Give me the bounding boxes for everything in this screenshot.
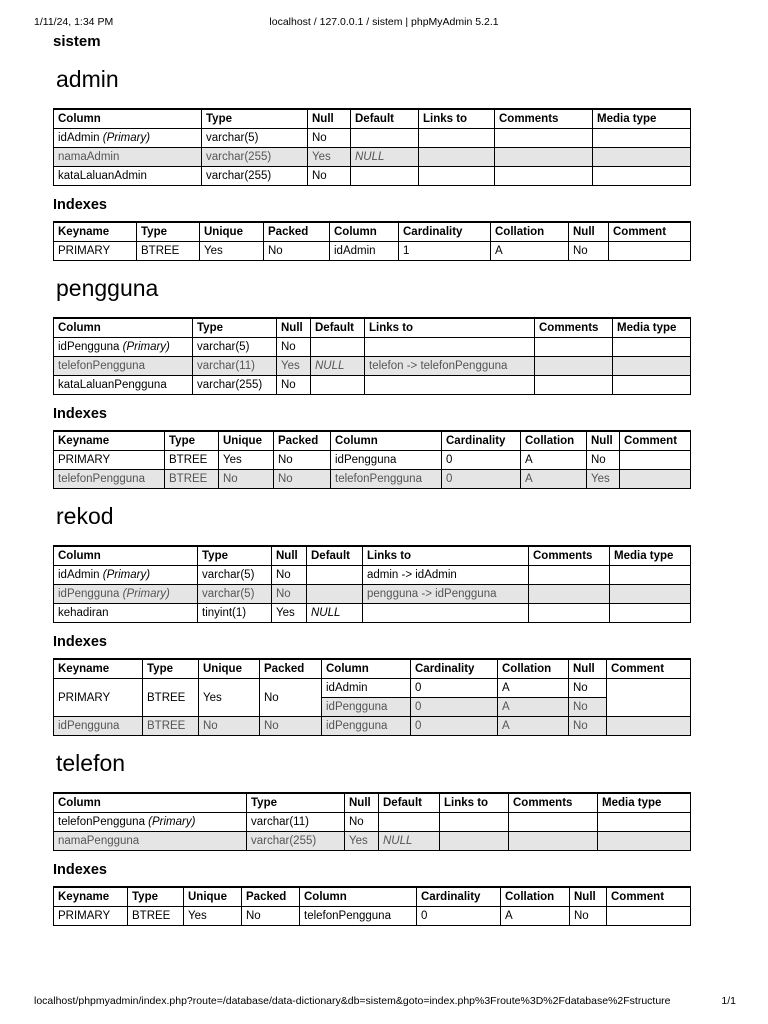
index-type: BTREE	[128, 907, 184, 926]
column-name-cell	[54, 167, 202, 186]
column-null: No	[345, 813, 379, 832]
column-header: Default	[311, 318, 365, 338]
indexes-table-body	[54, 907, 691, 926]
column-name-cell	[54, 604, 198, 623]
index-header: Comment	[609, 222, 691, 242]
column-null: Yes	[308, 148, 351, 167]
column-type: varchar(5)	[198, 566, 272, 585]
indexes-table-head	[54, 887, 691, 907]
column-comments	[509, 832, 598, 851]
column-default	[311, 338, 365, 357]
indexes-heading: Indexes	[53, 197, 107, 213]
column-comments	[529, 585, 610, 604]
column-media-type	[598, 832, 691, 851]
column-name: kehadiran	[58, 607, 109, 619]
index-unique: No	[219, 470, 274, 489]
column-links-to	[440, 832, 509, 851]
column-links-to	[419, 148, 495, 167]
database-title: sistem	[53, 33, 101, 50]
column-media-type	[593, 129, 691, 148]
index-keyname: telefonPengguna	[54, 470, 165, 489]
column-row	[54, 167, 691, 186]
column-name: idAdmin	[58, 132, 100, 144]
column-type: varchar(255)	[247, 832, 345, 851]
column-media-type	[613, 376, 691, 395]
indexes-table-body	[54, 451, 691, 489]
primary-tag: (Primary)	[122, 341, 170, 353]
column-default	[311, 376, 365, 395]
column-name-cell	[54, 566, 198, 585]
indexes-table	[53, 430, 691, 489]
column-default	[351, 167, 419, 186]
index-header: Cardinality	[442, 431, 521, 451]
column-row	[54, 566, 691, 585]
index-header: Unique	[200, 222, 264, 242]
primary-tag: (Primary)	[148, 816, 196, 828]
column-media-type	[613, 357, 691, 376]
column-header: Links to	[365, 318, 535, 338]
columns-table-head	[54, 546, 691, 566]
column-name-cell	[54, 148, 202, 167]
index-column: idPengguna	[322, 698, 411, 717]
column-comments	[495, 167, 593, 186]
index-type: BTREE	[143, 679, 199, 717]
column-default: NULL	[351, 148, 419, 167]
index-comment	[609, 242, 691, 261]
index-header: Type	[137, 222, 200, 242]
primary-tag: (Primary)	[102, 569, 151, 581]
column-type: varchar(11)	[193, 357, 277, 376]
index-unique: Yes	[184, 907, 242, 926]
column-media-type	[610, 604, 691, 623]
index-collation: A	[498, 698, 569, 717]
index-header: Type	[143, 659, 199, 679]
index-header: Comment	[620, 431, 691, 451]
columns-table-body	[54, 813, 691, 851]
column-header: Type	[247, 793, 345, 813]
columns-table	[53, 317, 691, 395]
columns-table-body	[54, 129, 691, 186]
index-header: Type	[165, 431, 219, 451]
index-null: Yes	[587, 470, 620, 489]
column-header: Links to	[419, 109, 495, 129]
index-header: Packed	[264, 222, 330, 242]
index-collation: A	[498, 717, 569, 736]
index-cardinality: 0	[411, 679, 498, 698]
index-header: Packed	[274, 431, 331, 451]
column-name: telefonPengguna	[58, 360, 145, 372]
column-links-to	[419, 167, 495, 186]
column-header: Column	[54, 318, 193, 338]
index-cardinality: 0	[411, 698, 498, 717]
index-unique: No	[199, 717, 260, 736]
column-type: tinyint(1)	[198, 604, 272, 623]
header-row	[54, 793, 691, 813]
column-name: idPengguna	[58, 341, 120, 353]
column-name: idAdmin	[58, 569, 100, 581]
indexes-heading: Indexes	[53, 406, 107, 422]
index-cardinality: 0	[442, 451, 521, 470]
column-comments	[495, 129, 593, 148]
index-header: Cardinality	[399, 222, 491, 242]
index-column: idPengguna	[322, 717, 411, 736]
index-packed: No	[242, 907, 300, 926]
index-column: idAdmin	[322, 679, 411, 698]
index-header: Null	[570, 887, 607, 907]
column-comments	[529, 604, 610, 623]
index-header: Unique	[199, 659, 260, 679]
columns-table	[53, 545, 691, 623]
column-links-to	[419, 129, 495, 148]
column-null: No	[308, 129, 351, 148]
index-unique: Yes	[199, 679, 260, 717]
print-header	[0, 16, 768, 30]
index-collation: A	[491, 242, 569, 261]
column-row	[54, 148, 691, 167]
column-type: varchar(255)	[202, 167, 308, 186]
column-header: Default	[307, 546, 363, 566]
columns-table	[53, 792, 691, 851]
column-header: Null	[272, 546, 307, 566]
column-media-type	[613, 338, 691, 357]
column-type: varchar(5)	[198, 585, 272, 604]
column-row	[54, 832, 691, 851]
column-name: namaPengguna	[58, 835, 140, 847]
column-links-to: telefon -> telefonPengguna	[365, 357, 535, 376]
indexes-table	[53, 658, 691, 736]
column-name: telefonPengguna	[58, 816, 145, 828]
print-date: 1/11/24, 1:34 PM	[34, 16, 114, 28]
indexes-heading: Indexes	[53, 862, 107, 878]
index-unique: Yes	[219, 451, 274, 470]
index-comment	[607, 907, 691, 926]
index-header: Unique	[184, 887, 242, 907]
print-footer-url: localhost/phpmyadmin/index.php?route=/database/data-dictionary&db=sistem&goto=index.php%3Froute%3D%2Fdatabase%2Fstructure	[34, 995, 671, 1007]
header-row	[54, 887, 691, 907]
index-header: Type	[128, 887, 184, 907]
column-null: Yes	[345, 832, 379, 851]
index-cardinality: 0	[417, 907, 501, 926]
column-row	[54, 376, 691, 395]
header-row	[54, 659, 691, 679]
index-header: Packed	[260, 659, 322, 679]
column-row	[54, 338, 691, 357]
index-header: Null	[587, 431, 620, 451]
column-null: No	[272, 566, 307, 585]
index-type: BTREE	[143, 717, 199, 736]
column-media-type	[610, 566, 691, 585]
index-header: Collation	[521, 431, 587, 451]
index-column: telefonPengguna	[331, 470, 442, 489]
column-header: Links to	[363, 546, 529, 566]
header-row	[54, 109, 691, 129]
index-comment	[607, 717, 691, 736]
column-media-type	[593, 167, 691, 186]
indexes-table-head	[54, 222, 691, 242]
column-name-cell	[54, 338, 193, 357]
index-header: Keyname	[54, 222, 137, 242]
column-header: Media type	[613, 318, 691, 338]
column-default: NULL	[311, 357, 365, 376]
index-row	[54, 717, 691, 736]
index-header: Null	[569, 659, 607, 679]
column-links-to	[365, 376, 535, 395]
column-media-type	[610, 585, 691, 604]
index-row	[54, 470, 691, 489]
index-null: No	[570, 907, 607, 926]
column-comments	[535, 357, 613, 376]
index-header: Packed	[242, 887, 300, 907]
index-packed: No	[274, 451, 331, 470]
index-header: Column	[331, 431, 442, 451]
column-header: Type	[198, 546, 272, 566]
column-type: varchar(11)	[247, 813, 345, 832]
column-header: Default	[379, 793, 440, 813]
column-name-cell	[54, 832, 247, 851]
column-links-to	[365, 338, 535, 357]
index-cardinality: 1	[399, 242, 491, 261]
print-page-title: localhost / 127.0.0.1 / sistem | phpMyAdmin 5.2.1	[269, 16, 499, 28]
index-header: Keyname	[54, 887, 128, 907]
index-header: Collation	[491, 222, 569, 242]
column-row	[54, 813, 691, 832]
column-header: Links to	[440, 793, 509, 813]
index-cardinality: 0	[411, 717, 498, 736]
column-default	[379, 813, 440, 832]
index-unique: Yes	[200, 242, 264, 261]
column-null: No	[272, 585, 307, 604]
indexes-heading: Indexes	[53, 634, 107, 650]
indexes-table	[53, 221, 691, 261]
column-header: Null	[277, 318, 311, 338]
column-default	[351, 129, 419, 148]
index-packed: No	[274, 470, 331, 489]
column-header: Comments	[535, 318, 613, 338]
column-default	[307, 585, 363, 604]
index-row	[54, 907, 691, 926]
column-header: Media type	[610, 546, 691, 566]
column-default: NULL	[307, 604, 363, 623]
index-collation: A	[521, 451, 587, 470]
index-null: No	[569, 717, 607, 736]
index-keyname: PRIMARY	[54, 451, 165, 470]
column-default	[307, 566, 363, 585]
column-header: Default	[351, 109, 419, 129]
index-header: Column	[330, 222, 399, 242]
column-comments	[535, 376, 613, 395]
column-comments	[509, 813, 598, 832]
table-name: rekod	[56, 503, 114, 529]
column-name-cell	[54, 129, 202, 148]
index-collation: A	[521, 470, 587, 489]
column-name: kataLaluanAdmin	[58, 170, 147, 182]
column-null: No	[308, 167, 351, 186]
index-column: idPengguna	[331, 451, 442, 470]
column-null: No	[277, 376, 311, 395]
primary-tag: (Primary)	[102, 132, 151, 144]
index-packed: No	[260, 679, 322, 717]
index-header: Column	[300, 887, 417, 907]
column-links-to	[440, 813, 509, 832]
column-header: Column	[54, 546, 198, 566]
column-null: Yes	[277, 357, 311, 376]
columns-table-head	[54, 318, 691, 338]
column-header: Media type	[593, 109, 691, 129]
column-type: varchar(255)	[193, 376, 277, 395]
column-name-cell	[54, 813, 247, 832]
index-header: Unique	[219, 431, 274, 451]
column-comments	[529, 566, 610, 585]
column-links-to	[363, 604, 529, 623]
column-links-to: admin -> idAdmin	[363, 566, 529, 585]
index-header: Comment	[607, 659, 691, 679]
index-null: No	[587, 451, 620, 470]
column-header: Type	[202, 109, 308, 129]
primary-tag: (Primary)	[122, 588, 170, 600]
index-header: Null	[569, 222, 609, 242]
column-type: varchar(5)	[202, 129, 308, 148]
column-name: namaAdmin	[58, 151, 120, 163]
tables-container	[53, 65, 691, 926]
index-keyname: PRIMARY	[54, 242, 137, 261]
index-collation: A	[501, 907, 570, 926]
print-page-number: 1/1	[721, 995, 736, 1007]
header-row	[54, 431, 691, 451]
index-type: BTREE	[165, 470, 219, 489]
index-null: No	[569, 679, 607, 698]
indexes-table-head	[54, 659, 691, 679]
column-type: varchar(255)	[202, 148, 308, 167]
index-header: Collation	[501, 887, 570, 907]
index-header: Comment	[607, 887, 691, 907]
table-name: pengguna	[56, 275, 159, 301]
index-header: Keyname	[54, 659, 143, 679]
column-comments	[535, 338, 613, 357]
index-header: Cardinality	[411, 659, 498, 679]
index-header: Cardinality	[417, 887, 501, 907]
column-null: No	[277, 338, 311, 357]
index-row	[54, 242, 691, 261]
column-type: varchar(5)	[193, 338, 277, 357]
table-name: admin	[56, 66, 119, 92]
index-header: Column	[322, 659, 411, 679]
column-header: Comments	[529, 546, 610, 566]
index-header: Collation	[498, 659, 569, 679]
column-links-to: pengguna -> idPengguna	[363, 585, 529, 604]
columns-table-head	[54, 793, 691, 813]
header-row	[54, 546, 691, 566]
indexes-table-head	[54, 431, 691, 451]
index-collation: A	[498, 679, 569, 698]
index-comment	[620, 470, 691, 489]
index-column: idAdmin	[330, 242, 399, 261]
column-header: Null	[308, 109, 351, 129]
columns-table-body	[54, 338, 691, 395]
column-media-type	[593, 148, 691, 167]
indexes-table	[53, 886, 691, 926]
columns-table-body	[54, 566, 691, 623]
column-name: kataLaluanPengguna	[58, 379, 167, 391]
header-row	[54, 222, 691, 242]
index-null: No	[569, 698, 607, 717]
indexes-table-body	[54, 679, 691, 736]
column-header: Media type	[598, 793, 691, 813]
index-comment	[620, 451, 691, 470]
index-row	[54, 679, 691, 698]
column-name-cell	[54, 585, 198, 604]
index-null: No	[569, 242, 609, 261]
header-row	[54, 318, 691, 338]
column-name-cell	[54, 357, 193, 376]
column-header: Column	[54, 793, 247, 813]
column-default: NULL	[379, 832, 440, 851]
column-row	[54, 585, 691, 604]
column-row	[54, 604, 691, 623]
column-row	[54, 357, 691, 376]
column-row	[54, 129, 691, 148]
index-cardinality: 0	[442, 470, 521, 489]
column-header: Comments	[495, 109, 593, 129]
columns-table-head	[54, 109, 691, 129]
table-name: telefon	[56, 750, 126, 776]
column-name: idPengguna	[58, 588, 120, 600]
column-null: Yes	[272, 604, 307, 623]
column-name-cell	[54, 376, 193, 395]
index-comment	[607, 679, 691, 717]
data-dictionary	[53, 33, 691, 926]
column-header: Type	[193, 318, 277, 338]
columns-table	[53, 108, 691, 186]
column-header: Column	[54, 109, 202, 129]
index-packed: No	[264, 242, 330, 261]
column-header: Comments	[509, 793, 598, 813]
index-column: telefonPengguna	[300, 907, 417, 926]
index-packed: No	[260, 717, 322, 736]
index-keyname: PRIMARY	[54, 679, 143, 717]
index-row	[54, 451, 691, 470]
column-comments	[495, 148, 593, 167]
indexes-table-body	[54, 242, 691, 261]
index-keyname: PRIMARY	[54, 907, 128, 926]
index-keyname: idPengguna	[54, 717, 143, 736]
index-header: Keyname	[54, 431, 165, 451]
index-type: BTREE	[137, 242, 200, 261]
column-header: Null	[345, 793, 379, 813]
index-type: BTREE	[165, 451, 219, 470]
column-media-type	[598, 813, 691, 832]
